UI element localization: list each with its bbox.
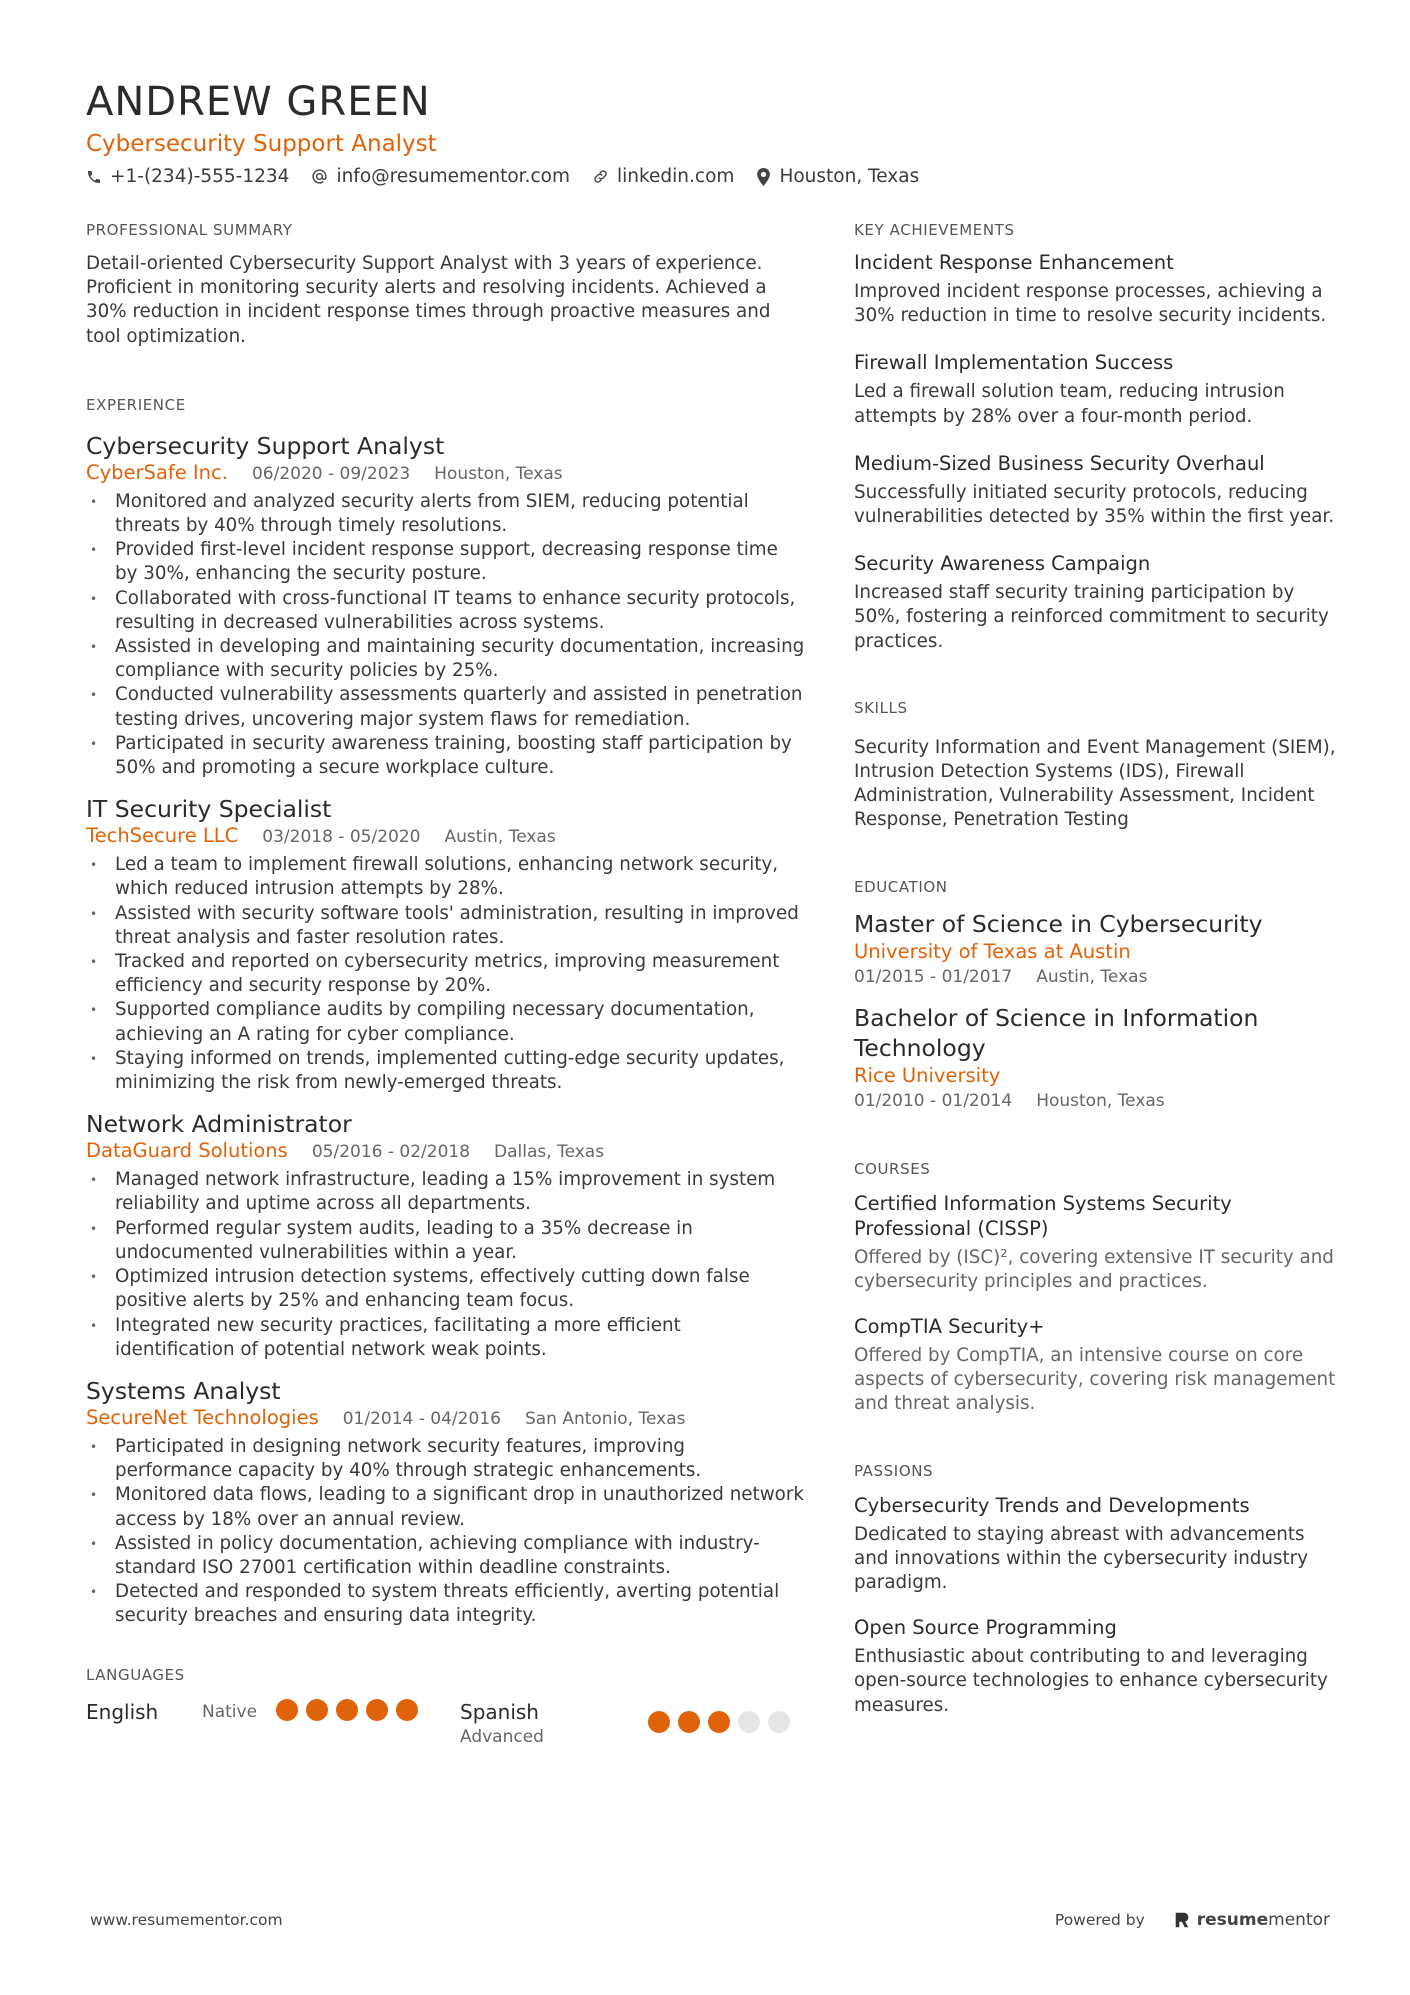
passion-desc: Dedicated to staying abreast with advancements and innovations within the cybersecurity industry paradigm.: [854, 1523, 1309, 1594]
course-desc: Offered by (ISC)², covering extensive IT security and cybersecurity principles and practices.: [854, 1246, 1334, 1292]
job-meta: [86, 824, 806, 849]
language-level: Native: [202, 1701, 258, 1722]
job-company: CyberSafe Inc.: [86, 460, 228, 484]
education-school: Rice University: [854, 1063, 1001, 1087]
bullet-item: • Performed regular system audits, leading to a 35% decrease in undocumented vulnerabilities within a year.: [86, 1217, 806, 1265]
language-spanish: [460, 1699, 806, 1749]
powered-by: [1055, 1910, 1330, 1930]
rating-dot-filled: [306, 1699, 328, 1721]
rating-dot-filled: [336, 1699, 358, 1721]
job-location: Austin, Texas: [444, 827, 556, 848]
job-bullets: [86, 490, 806, 780]
phone-icon: [86, 169, 102, 185]
skills-text: Security Information and Event Management (SIEM), Intrusion Detection Systems (IDS), Firewall Administration, Vulnerability Assessment, Incident Response, Penetration Testing: [854, 736, 1336, 831]
passion-item: [854, 1493, 1336, 1596]
language-name: English: [86, 1699, 159, 1724]
rating-dot-empty: [768, 1711, 790, 1733]
job-location: San Antonio, Texas: [524, 1408, 686, 1429]
passion-item: [854, 1615, 1336, 1718]
bullet-item: • Detected and responded to system threats efficiently, averting potential security breaches and ensuring data integrity.: [86, 1580, 806, 1628]
achievement-item: [854, 451, 1336, 529]
language-level: Advanced: [460, 1726, 544, 1747]
course-item: [854, 1191, 1336, 1294]
language-rating: [648, 1711, 798, 1733]
contact-location: [756, 166, 919, 187]
job-dates: 01/2014 - 04/2016: [342, 1408, 501, 1429]
achievement-item: [854, 350, 1336, 428]
education-heading: EDUCATION: [854, 877, 948, 896]
bullet-item: • Monitored data flows, leading to a significant drop in unauthorized network access by 18% over an annual review.: [86, 1483, 806, 1531]
language-rating: [276, 1699, 426, 1721]
course-item: [854, 1314, 1336, 1417]
language-name: Spanish: [460, 1699, 539, 1724]
education-item: [854, 909, 1336, 989]
achievement-title: Firewall Implementation Success: [854, 351, 1174, 375]
language-english: [86, 1699, 460, 1725]
bullet-item: • Supported compliance audits by compiling necessary documentation, achieving an A rating for cyber compliance.: [86, 998, 806, 1046]
job-entry: [86, 794, 806, 1095]
passion-desc: Enthusiastic about contributing to and leveraging open-source technologies to enhance cybersecurity measures.: [854, 1646, 1328, 1716]
achievement-desc: Increased staff security training participation by 50%, fostering a reinforced commitment to security practices.: [854, 582, 1329, 652]
candidate-name: ANDREW GREEN: [86, 79, 431, 125]
courses-heading: COURSES: [854, 1159, 931, 1178]
job-location: Dallas, Texas: [494, 1142, 605, 1163]
job-company: TechSecure LLC: [86, 824, 239, 848]
footer: [90, 1910, 1330, 1930]
powered-by-label: Powered by: [1054, 1911, 1145, 1929]
rating-dot-filled: [678, 1711, 700, 1733]
bullet-item: • Tracked and reported on cybersecurity metrics, improving measurement efficiency and security response by 20%.: [86, 950, 806, 998]
job-dates: 03/2018 - 05/2020: [262, 827, 421, 848]
job-company: SecureNet Technologies: [86, 1405, 319, 1429]
phone-text: +1-(234)-555-1234: [110, 166, 290, 187]
job-dates: 05/2016 - 02/2018: [311, 1142, 471, 1163]
bullet-item: • Participated in security awareness training, boosting staff participation by 50% and promoting a secure workplace culture.: [86, 732, 806, 780]
job-title: Network Administrator: [86, 1110, 352, 1139]
achievement-item: [854, 551, 1336, 654]
link-icon: [592, 168, 609, 185]
bullet-item: • Participated in designing network security features, improving performance capacity by 40% through strategic enhancements.: [86, 1435, 806, 1483]
candidate-role: Cybersecurity Support Analyst: [86, 131, 437, 157]
bullet-item: • Assisted in developing and maintaining security documentation, increasing compliance with security policies by 25%.: [86, 635, 806, 683]
education-degree: Master of Science in Cybersecurity: [854, 909, 1263, 938]
passions-heading: PASSIONS: [854, 1461, 934, 1480]
education-meta: [854, 965, 1336, 989]
course-desc: Offered by CompTIA, an intensive course on core aspects of cybersecurity, covering risk management and threat analysis.: [854, 1345, 1336, 1415]
job-meta: [86, 461, 806, 486]
achievement-title: Medium-Sized Business Security Overhaul: [854, 451, 1265, 475]
brand-light: mentor: [1268, 1910, 1330, 1930]
job-company: DataGuard Solutions: [86, 1139, 288, 1163]
bullet-item: • Optimized intrusion detection systems, effectively cutting down false positive alerts by 25% and enhancing team focus.: [86, 1265, 806, 1313]
rating-dot-filled: [648, 1711, 670, 1733]
resumementor-logo-icon: [1173, 1911, 1191, 1929]
achievement-title: Incident Response Enhancement: [854, 251, 1174, 274]
course-title: Certified Information Systems Security Professional (CISSP): [854, 1191, 1232, 1240]
footer-website[interactable]: www.resumementor.com: [90, 1911, 283, 1929]
skills-heading: SKILLS: [854, 698, 908, 717]
rating-dot-filled: [396, 1699, 418, 1721]
job-entry: [86, 1376, 806, 1629]
education-school: University of Texas at Austin: [854, 939, 1131, 963]
contact-bar: [86, 166, 1336, 187]
right-column: [854, 220, 1336, 1718]
summary-heading: PROFESSIONAL SUMMARY: [86, 221, 293, 239]
rating-dot-empty: [738, 1711, 760, 1733]
job-title: IT Security Specialist: [86, 795, 332, 824]
at-icon: [311, 168, 328, 185]
bullet-item: • Provided first-level incident response support, decreasing response time by 30%, enhancing the security posture.: [86, 538, 806, 586]
bullet-item: • Managed network infrastructure, leading a 15% improvement in system reliability and uptime across all departments.: [86, 1168, 806, 1216]
rating-dot-filled: [708, 1711, 730, 1733]
education-degree: Bachelor of Science in Information Technology: [854, 1003, 1259, 1062]
course-title: CompTIA Security+: [854, 1315, 1045, 1339]
email-text: info@resumementor.com: [336, 166, 570, 187]
bullet-item: • Assisted in policy documentation, achieving compliance with industry-standard ISO 27001 certification within deadline constraints.: [86, 1532, 806, 1580]
job-dates: 06/2020 - 09/2023: [251, 463, 411, 484]
location-text: Houston, Texas: [779, 166, 920, 187]
bullet-item: • Collaborated with cross-functional IT teams to enhance security protocols, resulting in decreased vulnerabilities across systems.: [86, 587, 806, 635]
job-entry: [86, 431, 806, 780]
education-dates: 01/2010 - 01/2014: [854, 1090, 1013, 1111]
left-column: [86, 220, 806, 1749]
job-location: Houston, Texas: [434, 463, 563, 484]
achievements-heading: KEY ACHIEVEMENTS: [854, 221, 1015, 239]
job-bullets: [86, 1435, 806, 1629]
education-location: Austin, Texas: [1036, 966, 1148, 987]
job-entry: [86, 1109, 806, 1362]
passion-title: Open Source Programming: [854, 1616, 1117, 1640]
linkedin-text: linkedin.com: [616, 166, 735, 187]
achievement-item: [854, 250, 1336, 328]
job-title: Cybersecurity Support Analyst: [86, 431, 445, 460]
summary-text: Detail-oriented Cybersecurity Support Analyst with 3 years of experience. Proficient in monitoring security alerts and resolving incidents. Achieved a 30% reduction in incident response times through proactive measures and tool optimization.: [86, 253, 771, 347]
brand-bold: resume: [1196, 1910, 1269, 1930]
education-meta: [854, 1089, 1336, 1113]
experience-heading: EXPERIENCE: [86, 395, 186, 414]
job-bullets: [86, 853, 806, 1095]
bullet-item: • Conducted vulnerability assessments quarterly and assisted in penetration testing drives, uncovering major system flaws for remediation.: [86, 683, 806, 731]
bullet-item: • Integrated new security practices, facilitating a more efficient identification of potential network weak points.: [86, 1314, 806, 1362]
achievement-desc: Led a firewall solution team, reducing intrusion attempts by 28% over a four-month period.: [854, 381, 1285, 427]
job-meta: [86, 1406, 806, 1431]
rating-dot-filled: [366, 1699, 388, 1721]
bullet-item: • Assisted with security software tools' administration, resulting in improved threat analysis and faster resolution rates.: [86, 902, 806, 950]
languages-heading: LANGUAGES: [86, 1665, 185, 1684]
job-title: Systems Analyst: [86, 1376, 281, 1405]
job-bullets: [86, 1168, 806, 1362]
education-location: Houston, Texas: [1036, 1090, 1165, 1111]
passion-title: Cybersecurity Trends and Developments: [854, 1493, 1250, 1517]
contact-email[interactable]: [311, 166, 570, 187]
brand-logo[interactable]: [1173, 1910, 1330, 1930]
rating-dot-filled: [276, 1699, 298, 1721]
bullet-item: • Monitored and analyzed security alerts from SIEM, reducing potential threats by 40% through timely resolutions.: [86, 490, 806, 538]
languages-row: [86, 1699, 806, 1749]
achievement-title: Security Awareness Campaign: [854, 552, 1151, 576]
education-item: [854, 1003, 1336, 1113]
location-pin-icon: [756, 168, 771, 186]
bullet-item: • Led a team to implement firewall solutions, enhancing network security, which reduced intrusion attempts by 28%.: [86, 853, 806, 901]
achievement-desc: Improved incident response processes, achieving a 30% reduction in time to resolve security incidents.: [854, 281, 1327, 327]
achievement-desc: Successfully initiated security protocols, reducing vulnerabilities detected by 35% within the first year.: [854, 481, 1335, 528]
contact-phone[interactable]: [86, 166, 289, 187]
bullet-item: • Staying informed on trends, implemented cutting-edge security updates, minimizing the risk from newly-emerged threats.: [86, 1047, 806, 1095]
education-dates: 01/2015 - 01/2017: [854, 966, 1013, 987]
job-meta: [86, 1139, 806, 1164]
resume-page: [86, 78, 1336, 1747]
contact-linkedin[interactable]: [592, 166, 734, 187]
